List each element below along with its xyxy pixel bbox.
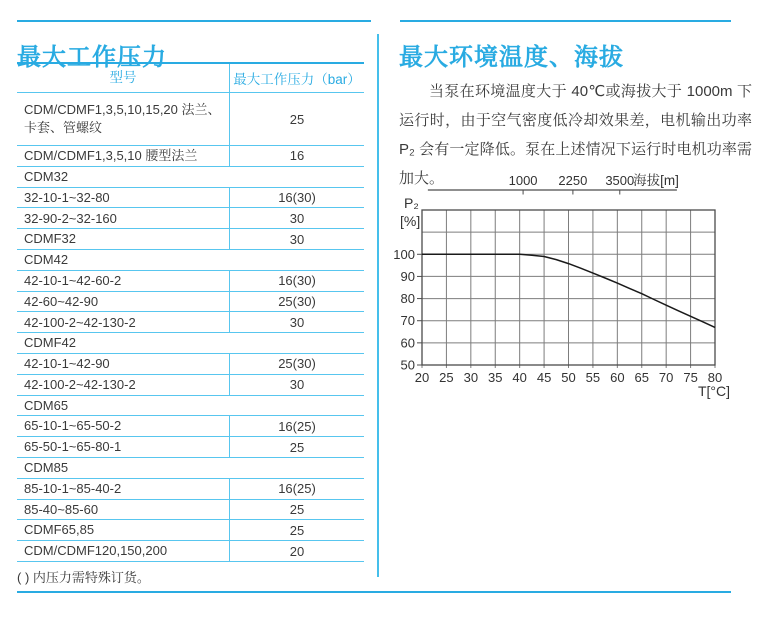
model-cell: CDMF32 (24, 231, 77, 247)
pressure-value-cell: 25 (229, 500, 364, 520)
x-tick-label: 55 (585, 370, 601, 385)
table-row (17, 416, 364, 437)
model-cell: CDMF65,85 (24, 522, 95, 538)
y-tick-label: 90 (400, 268, 415, 284)
table-row (17, 500, 364, 521)
x-tick-label: 80 (707, 370, 723, 385)
y-tick-label: 80 (400, 291, 415, 307)
table-row (17, 541, 364, 562)
altitude-tick-label: 2250 (558, 173, 588, 188)
x-tick-label: 30 (463, 370, 479, 385)
series-name-cell: CDM32 (24, 168, 69, 184)
table-row (17, 520, 364, 541)
table-row (17, 437, 364, 458)
pressure-value-cell: 16(30) (229, 271, 364, 291)
altitude-tick-label: 3500 (605, 173, 635, 188)
table-row (17, 93, 364, 146)
pressure-value-cell: 16(30) (229, 188, 364, 208)
model-cell: 42-100-2~42-130-2 (24, 314, 136, 330)
top-rule-right (400, 20, 731, 22)
altitude-tick-label: 1000 (508, 173, 538, 188)
altitude-axis-title: 海拔[m] (633, 173, 679, 188)
y-tick-label: 60 (400, 335, 415, 351)
table-section-row (17, 333, 364, 354)
table-row (17, 188, 364, 209)
bottom-rule (17, 591, 731, 593)
x-tick-label: 60 (610, 370, 625, 385)
table-footnote: ( ) 内压力需特殊订货。 (17, 570, 150, 585)
model-cell: 32-10-1~32-80 (24, 189, 110, 205)
left-section-title: 最大工作压力 (17, 44, 167, 72)
model-cell: 85-40~85-60 (24, 501, 99, 517)
y-axis-title: P₂ (404, 195, 419, 211)
y-tick-label: 70 (400, 313, 415, 329)
pressure-value-cell: 30 (229, 312, 364, 332)
model-cell: 65-10-1~65-50-2 (24, 418, 122, 434)
pressure-value-cell: 30 (229, 375, 364, 395)
pressure-value-cell: 16 (229, 146, 364, 166)
y-axis-title-units: [%] (400, 213, 421, 229)
table-row (17, 271, 364, 292)
pressure-value-cell: 25 (229, 437, 364, 457)
model-cell: 42-100-2~42-130-2 (24, 376, 136, 392)
series-name-cell: CDM65 (24, 397, 69, 413)
y-tick-label: 100 (393, 246, 415, 262)
x-tick-label: 25 (439, 370, 454, 385)
table-section-row (17, 250, 364, 271)
top-rule-left (17, 20, 371, 22)
intro-paragraph: 当泵在环境温度大于 40℃或海拔大于 1000m 下运行时，由于空气密度低冷却效果差，电机输出功率 P₂ 会有一定降低。泵在上述情况下运行时电机功率需加大。 (399, 83, 752, 187)
model-cell: 32-90-2~32-160 (24, 210, 117, 226)
x-tick-label: 20 (414, 370, 430, 385)
model-cell: 85-10-1~85-40-2 (24, 480, 122, 496)
y-tick-label: 50 (400, 357, 415, 373)
x-tick-label: 45 (536, 370, 552, 385)
pressure-value-cell: 16(25) (229, 479, 364, 499)
table-row (17, 208, 364, 229)
x-axis-title: T[°C] (697, 383, 730, 399)
pressure-value-cell: 25(30) (229, 354, 364, 374)
table-header-row (17, 64, 364, 93)
table-section-row (17, 458, 364, 479)
pressure-value-cell: 25 (229, 520, 364, 540)
pressure-value-cell: 25 (229, 93, 364, 145)
x-tick-label: 70 (658, 370, 674, 385)
model-cell: CDM/CDMF1,3,5,10,15,20 法兰、卡套、管螺纹 (24, 102, 221, 135)
x-tick-label: 35 (488, 370, 503, 385)
model-cell: 42-60~42-90 (24, 293, 99, 309)
model-cell: CDM/CDMF120,150,200 (24, 543, 168, 559)
column-divider (377, 34, 379, 577)
series-name-cell: CDM85 (24, 460, 69, 476)
table-row (17, 292, 364, 313)
series-name-cell: CDM42 (24, 252, 69, 268)
model-cell: 42-10-1~42-90 (24, 356, 110, 372)
table-header-pressure: 最大工作压力（bar） (229, 64, 364, 92)
right-section-title: 最大环境温度、海拔 (399, 44, 624, 72)
x-tick-label: 40 (512, 370, 527, 385)
x-tick-label: 50 (561, 370, 576, 385)
table-row (17, 375, 364, 396)
x-tick-label: 65 (634, 370, 649, 385)
pressure-value-cell: 25(30) (229, 292, 364, 312)
table-header-model: 型号 (109, 69, 137, 85)
series-name-cell: CDMF42 (24, 335, 77, 351)
table-section-row (17, 396, 364, 417)
pressure-value-cell: 30 (229, 208, 364, 228)
table-section-row (17, 167, 364, 188)
derating-chart-svg (392, 166, 764, 400)
pressure-table (17, 62, 364, 562)
table-row (17, 146, 364, 167)
table-row (17, 479, 364, 500)
table-row (17, 229, 364, 250)
model-cell: 65-50-1~65-80-1 (24, 439, 122, 455)
derating-chart (392, 166, 764, 400)
pressure-value-cell: 16(25) (229, 416, 364, 436)
table-row (17, 312, 364, 333)
pressure-value-cell: 20 (229, 541, 364, 561)
x-tick-label: 75 (683, 370, 698, 385)
model-cell: 42-10-1~42-60-2 (24, 272, 122, 288)
table-row (17, 354, 364, 375)
pressure-value-cell: 30 (229, 229, 364, 249)
model-cell: CDM/CDMF1,3,5,10 腰型法兰 (24, 148, 198, 164)
